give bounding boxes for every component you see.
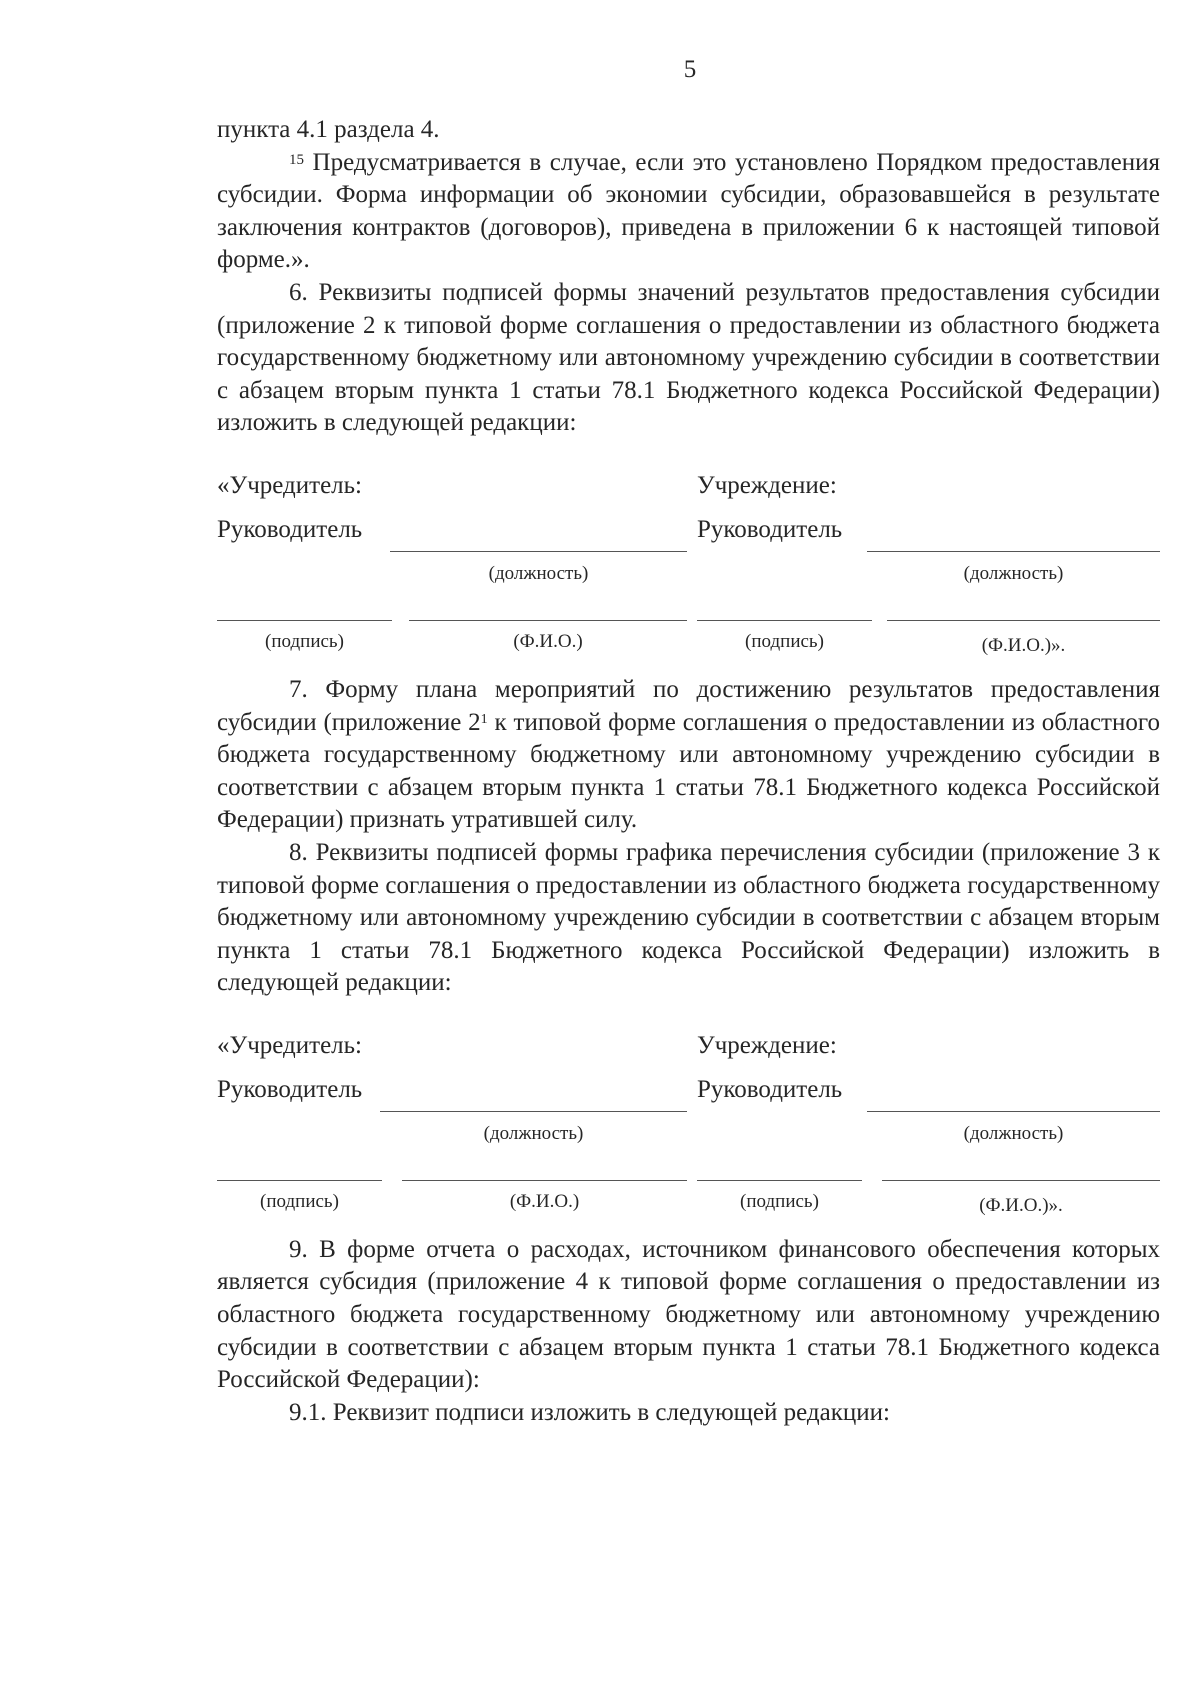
footnote-15	[217, 147, 1160, 277]
paragraph-7	[217, 674, 1160, 837]
sign-line-right	[697, 620, 872, 621]
position-caption-left: (должность)	[483, 1122, 584, 1144]
sign-caption-left: (подпись)	[260, 1190, 339, 1212]
head-label-right: Руководитель	[697, 1075, 843, 1103]
institution-label: Учреждение:	[697, 1031, 837, 1059]
position-line-right	[867, 1111, 1160, 1112]
fio-caption-left: (Ф.И.О.)	[509, 1190, 580, 1212]
founder-label: «Учредитель:	[217, 471, 362, 499]
footnote-marker: 15	[289, 151, 304, 168]
fio-line-right	[887, 620, 1160, 621]
fio-caption-left: (Ф.И.О.)	[513, 630, 583, 652]
paragraph-continuation: пункта 4.1 раздела 4.	[217, 116, 440, 143]
paragraph-6: 6. Реквизиты подписей формы значений результатов предоставления субсидии (приложение 2 к типовой форме соглашения о предоставлении из областного бюджета государственному бюджетному или автономному учреждению субсидии в соответствии с абзацем вторым пункта 1 статьи 78.1 Бюджетного кодекса Российской Федерации) изложить в следующей редакции:	[217, 278, 1160, 437]
paragraph-9-1: 9.1. Реквизит подписи изложить в следующей редакции:	[289, 1398, 890, 1426]
fio-caption-right: (Ф.И.О.)».	[981, 634, 1066, 656]
position-line-left	[380, 1111, 687, 1112]
head-label-left: Руководитель	[217, 1075, 363, 1103]
paragraph-8: 8. Реквизиты подписей формы графика перечисления субсидии (приложение 3 к типовой форме соглашения о предоставлении из областного бюджета государственному бюджетному или автономному учреждению субсидии в соответствии с абзацем вторым пункта 1 статьи 78.1 Бюджетного кодекса Российской Федерации) изложить в следующей редакции:	[217, 838, 1160, 997]
sign-caption-right: (подпись)	[745, 630, 824, 652]
head-label-right: Руководитель	[697, 515, 843, 543]
founder-label: «Учредитель:	[217, 1031, 362, 1059]
position-line-right	[867, 551, 1160, 552]
fio-line-left	[402, 1180, 687, 1181]
position-caption-left: (должность)	[488, 562, 589, 584]
paragraph-9: 9. В форме отчета о расходах, источником финансового обеспечения которых является субсидия (приложение 4 к типовой форме соглашения о предоставлении из областного бюджета государственному бюджетному или автономному учреждению субсидии в соответствии с абзацем вторым пункта 1 статьи 78.1 Бюджетного кодекса Российской Федерации):	[217, 1235, 1160, 1394]
position-line-left	[390, 551, 687, 552]
sign-line-left	[217, 1180, 382, 1181]
fio-caption-right: (Ф.И.О.)».	[979, 1194, 1063, 1216]
signature-block-1	[217, 462, 1160, 662]
sign-caption-left: (подпись)	[265, 630, 344, 652]
sign-caption-right: (подпись)	[740, 1190, 819, 1212]
institution-label: Учреждение:	[697, 471, 837, 499]
position-caption-right: (должность)	[963, 1122, 1064, 1144]
signature-block-2	[217, 1022, 1160, 1222]
sign-line-left	[217, 620, 392, 621]
superscript-one: 1	[480, 711, 488, 727]
document-body	[217, 114, 1160, 1429]
fio-line-left	[409, 620, 687, 621]
sign-line-right	[697, 1180, 862, 1181]
position-caption-right: (должность)	[963, 562, 1064, 584]
fio-line-right	[882, 1180, 1160, 1181]
paragraph-7-text-before: 7. Форму плана мероприятий по достижению результатов предоставления субсидии (приложение 2	[217, 675, 1160, 736]
paragraph-7-text-after: к типовой форме соглашения о предоставлении из областного бюджета государственному бюджетному или автономному учреждению субсидии в соответствии с абзацем вторым пункта 1 статьи 78.1 Бюджетного кодекса Российской Федерации) признать утратившей силу.	[217, 708, 1160, 834]
footnote-text: Предусматривается в случае, если это установлено Порядком предоставления субсидии. Форма информации об экономии субсидии, образовавшейся в результате заключения контрактов (договоров), приведена в приложении 6 к настоящей типовой форме.».	[217, 148, 1160, 274]
head-label-left: Руководитель	[217, 515, 363, 543]
page-number: 5	[683, 56, 697, 83]
